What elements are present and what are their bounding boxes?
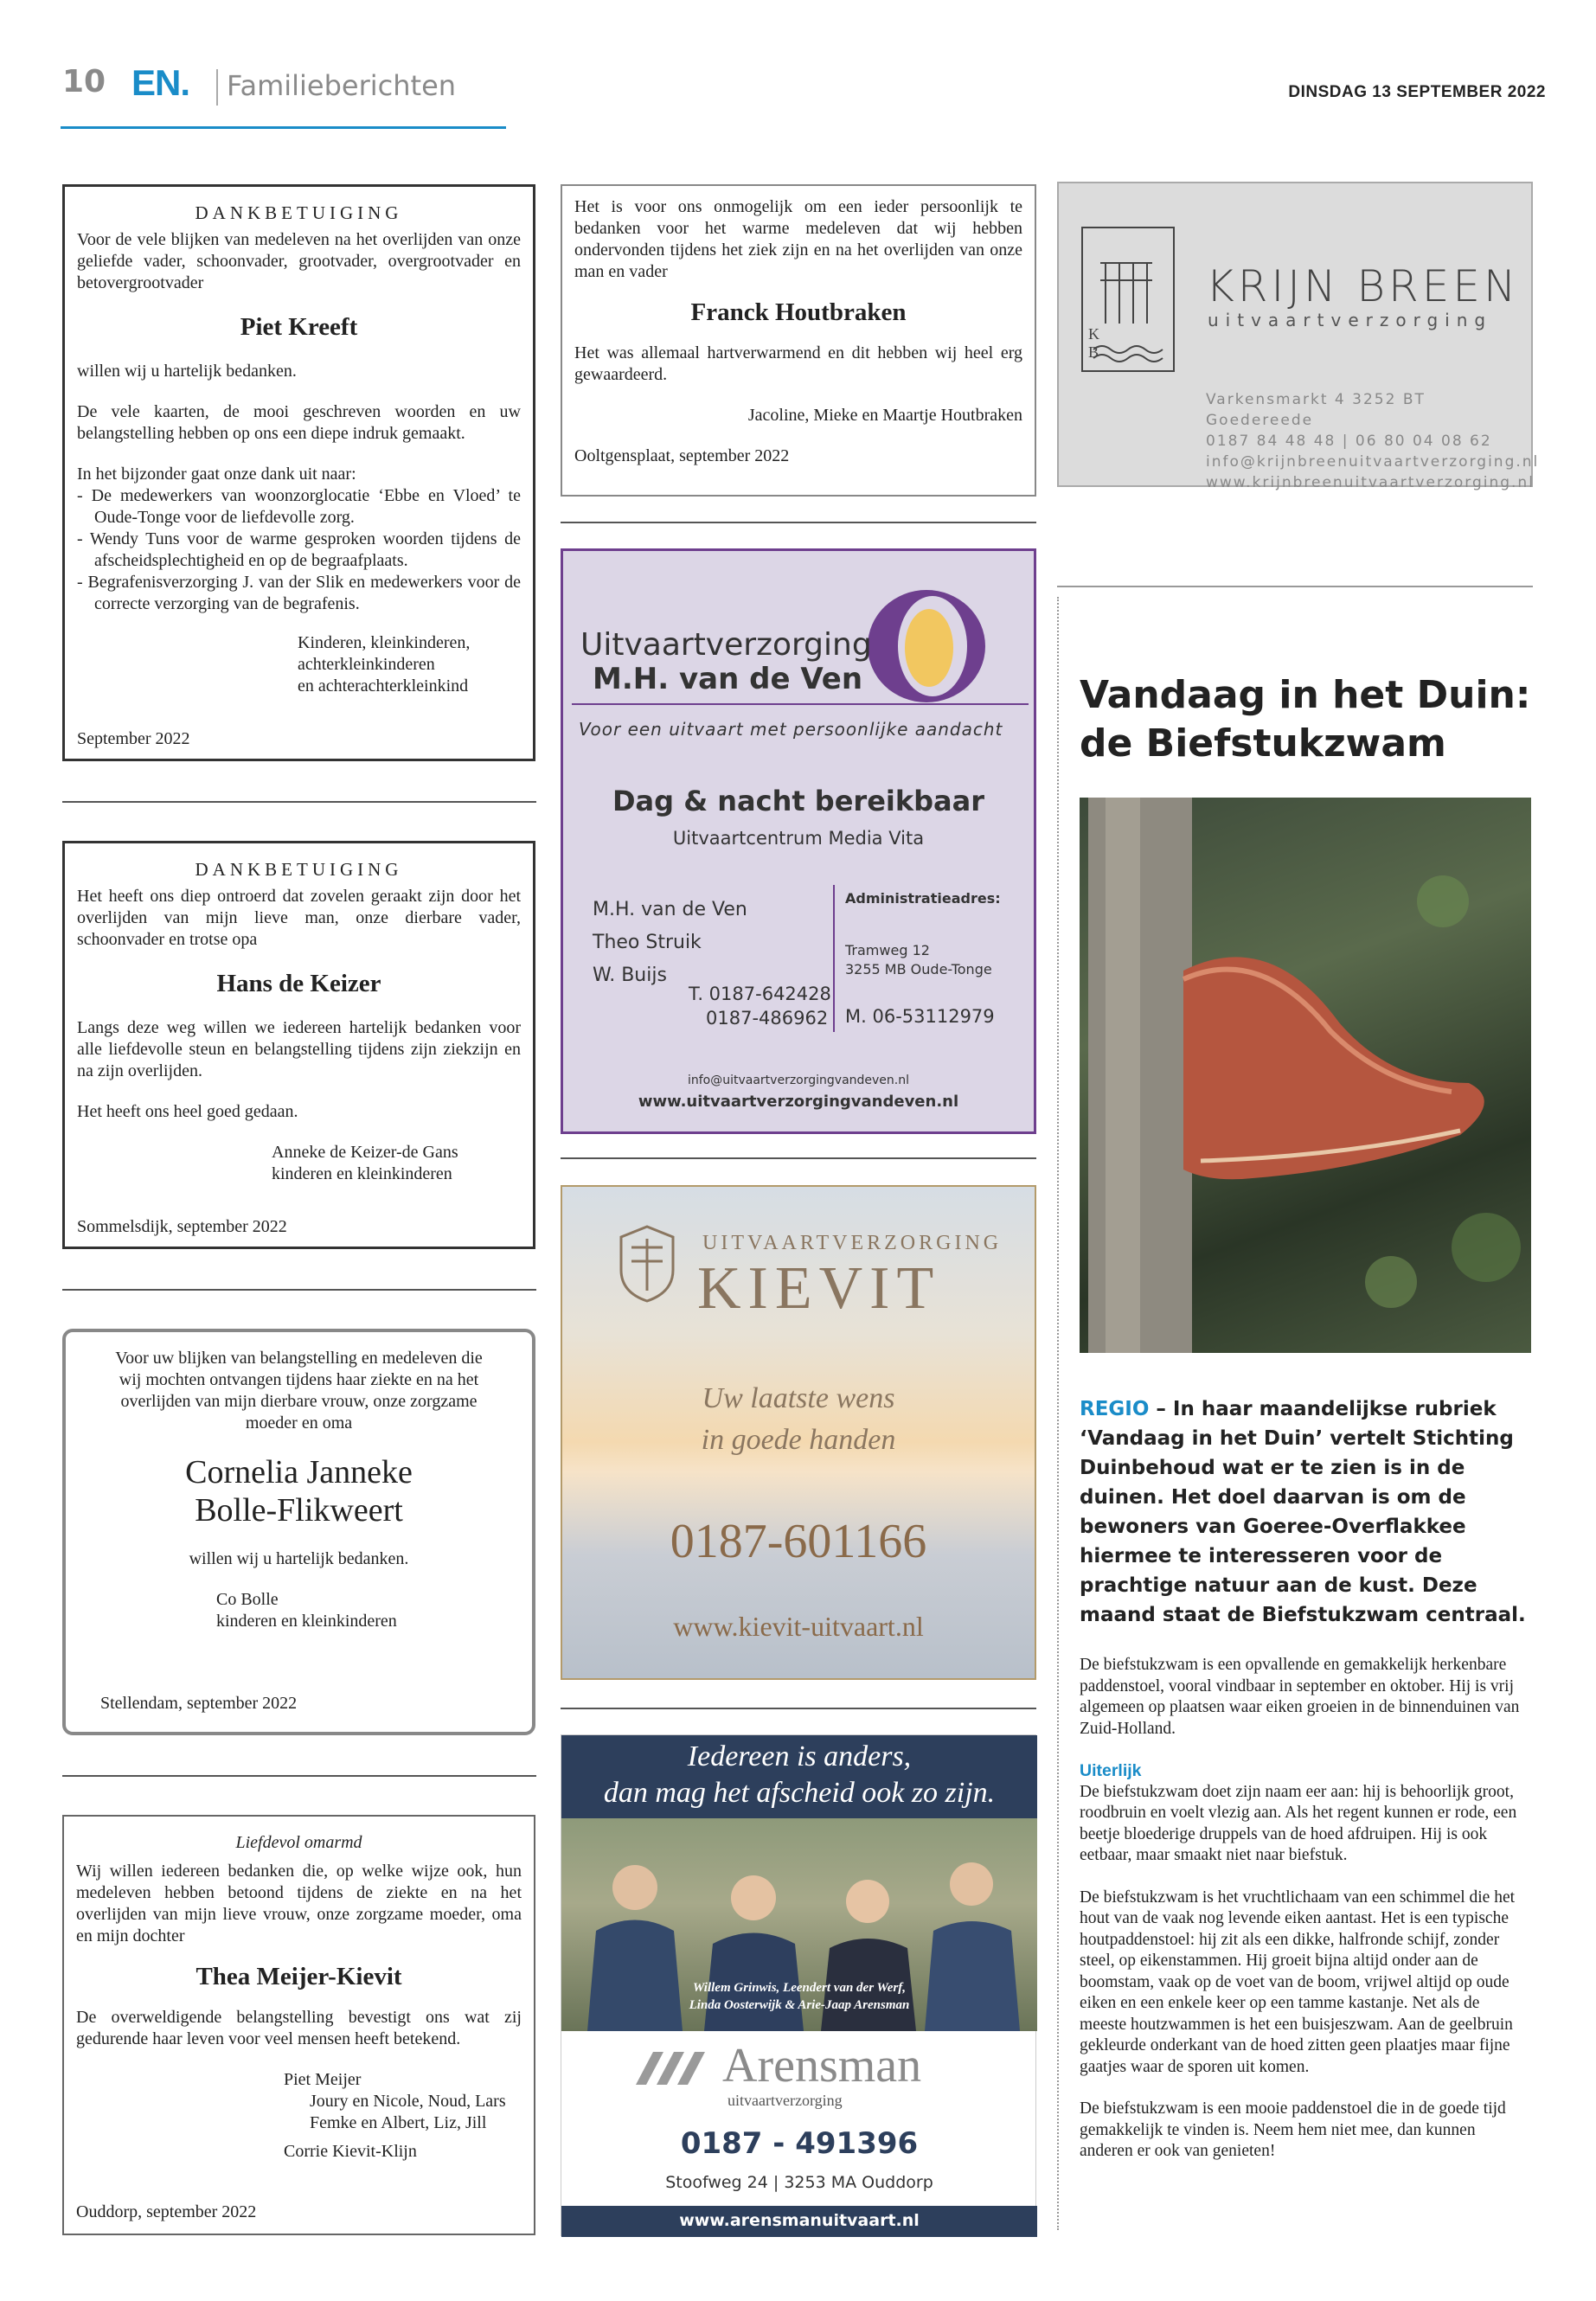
ad-brand-sub: uitvaartverzorging (1208, 310, 1493, 330)
ad-tagline: Voor een uitvaart met persoonlijke aandacht (579, 719, 1003, 740)
deceased-name-line2: Bolle-Flikweert (195, 1492, 403, 1529)
signature-line: Jacoline, Mieke en Maartje Houtbraken (747, 406, 1022, 425)
ad-headline: Dag & nacht bereikbaar (612, 785, 985, 817)
notice-intro: Het is voor ons onmogelijk om een ieder persoonlijk te bedanken voor het warme medeleven dat wij hebben ondervonden tijdens het ziek zijn en na het overlijden van onze man en vader (574, 197, 1022, 281)
notice-piet-kreeft (62, 184, 535, 761)
ad-contact-name: W. Buijs (593, 965, 667, 986)
article-subhead: Uiterlijk (1080, 1761, 1142, 1780)
ad-arensman[interactable] (561, 1734, 1036, 2236)
notice-footer: Ooltgensplaat, september 2022 (574, 446, 790, 465)
ad-admin-street: Tramweg 12 (845, 942, 930, 958)
article-title-line1: Vandaag in het Duin: (1080, 673, 1531, 717)
signature-line: Piet Meijer (284, 2070, 362, 2089)
ad-title-name: M.H. van de Ven (593, 662, 863, 696)
divider (561, 1157, 1036, 1159)
notice-text: Het was allemaal hartverwarmend en dit hebben wij heel erg gewaardeerd. (574, 343, 1022, 384)
column-divider (1057, 597, 1059, 2230)
article-photo (1080, 798, 1531, 1353)
signature-line: Corrie Kievit-Klijn (284, 2142, 417, 2161)
ad-divider (572, 703, 1029, 705)
ad-admin-label: Administratieadres: (845, 890, 1001, 907)
notice-heading: DANKBETUIGING (195, 202, 403, 223)
ad-phone[interactable]: T. 0187-642428 (689, 984, 831, 1004)
ad-phone[interactable]: 0187-486962 (706, 1008, 829, 1029)
ad-mobile[interactable]: M. 06-53112979 (845, 1006, 995, 1027)
divider (62, 1775, 536, 1777)
ad-phone[interactable]: 0187-601166 (670, 1515, 927, 1568)
arensman-logo-icon (634, 2048, 717, 2086)
signature-line: kinderen en kleinkinderen (216, 1612, 397, 1631)
notice-thea-meijer-kievit (62, 1815, 535, 2235)
signature-line: achterkleinkinderen (298, 655, 435, 674)
article-body (1080, 1655, 1529, 2163)
ad-email[interactable]: info@krijnbreenuitvaartverzorging.nl (1206, 453, 1540, 471)
ad-phones[interactable]: 0187 84 48 48 | 06 80 04 08 62 (1206, 433, 1492, 450)
divider (561, 1708, 1036, 1709)
article-paragraph: De biefstukzwam doet zijn naam eer aan: hij is behoorlijk groot, roodbruin en voelt vlezig aan. Als het regent kunnen er rode, een beetje bloederige druppels van de hoed afdruipen. Hij is ook eetbaar, maar smaakt niet naar biefstuk. (1080, 1782, 1517, 1864)
notice-footer: Ouddorp, september 2022 (76, 2202, 257, 2221)
header-divider (216, 69, 218, 106)
ad-subheadline: Uitvaartcentrum Media Vita (672, 828, 925, 849)
article-paragraph: De biefstukzwam is het vruchtlichaam van een schimmel die het hout van de vaak nog levende eiken aantast. Het is een typische houtpaddenstoel: hij zit als een dikke, halfronde schijf, zonder steel, op eikenstammen. Hij groeit bijna altijd onder aan de boomstam, vaak op de voet van de boom, vrijwel altijd op oude eiken en een enkele keer op een tamme kastanje. Net als de meeste houtzwammen is het een buisjeszwam. Aan de geelbruin gekleurde onderkant van de hoed zitten geen plaatjes maar fijne gaatjes waar de sporen uit komen. (1080, 1888, 1516, 2076)
ad-kievit[interactable] (561, 1185, 1036, 1680)
ad-address: Stoofweg 24 | 3253 MA Ouddorp (665, 2173, 933, 2192)
article-title-line2: de Biefstukzwam (1080, 721, 1446, 766)
ad-contact-name: Theo Struik (593, 932, 702, 953)
ad-website[interactable]: www.arensmanuitvaart.nl (679, 2211, 920, 2230)
notice-intro: Voor de vele blijken van medeleven na het overlijden van onze geliefde vader, schoonvader, grootvader, overgrootvader en betovergrootvader (77, 230, 521, 292)
notice-text: willen wij u hartelijk bedanken. (189, 1549, 409, 1568)
notice-heading: DANKBETUIGING (195, 859, 403, 880)
article-paragraph: De biefstukzwam is een opvallende en gemakkelijk herkenbare paddenstoel, vooral vindbaar in september en oktober. Hij is vrij algemeen op plaatsen waar eiken groeien in de binnenduinen van Zuid-Holland. (1080, 1656, 1520, 1738)
article-title (1080, 671, 1530, 768)
deceased-name: Piet Kreeft (240, 313, 358, 341)
ad-email[interactable]: info@uitvaartverzorgingvandeven.nl (687, 1074, 910, 1087)
divider (1057, 586, 1533, 587)
ad-phone[interactable]: 0187 - 491396 (680, 2126, 919, 2161)
signature-line: kinderen en kleinkinderen (272, 1164, 452, 1183)
photo-caption: Willem Grinwis, Leendert van der Werf, (693, 1981, 906, 1995)
newspaper-logo[interactable]: EN. (131, 62, 190, 103)
notice-hans-de-keizer (62, 841, 535, 1249)
notice-text: willen wij u hartelijk bedanken. (77, 362, 297, 381)
ad-website[interactable]: www.uitvaartverzorgingvandeven.nl (638, 1093, 959, 1111)
deceased-name: Franck Houtbraken (690, 298, 907, 326)
lead-text: – In haar maandelijkse rubriek ‘Vandaag in het Duin’ vertelt Stichting Duinbehoud wat er te zien is in de duinen. Het doel daarvan is om de bewoners van Goeree-Overflakkee hiermee te interesseren voor de prachtige natuur aan de kust. Deze maand staat de Biefstukzwam centraal. (1080, 1398, 1526, 1626)
notice-footer: Stellendam, september 2022 (100, 1694, 298, 1713)
divider (62, 801, 536, 803)
ad-admin-city: 3255 MB Oude-Tonge (845, 961, 992, 977)
notice-footer: Sommelsdijk, september 2022 (77, 1217, 287, 1236)
ad-brand-sub: uitvaartverzorging (727, 2092, 843, 2109)
divider (561, 522, 1036, 523)
notice-franck-houtbraken (561, 184, 1036, 497)
header-underline (61, 126, 506, 129)
ad-divider (833, 885, 835, 1032)
signature-line: en achterachterkleinkind (298, 676, 469, 695)
notice-cornelia-bolle (62, 1329, 535, 1735)
deceased-name: Hans de Keizer (216, 970, 381, 997)
issue-date: DINSDAG 13 SEPTEMBER 2022 (1288, 83, 1546, 101)
notice-intro: Wij willen iedereen bedanken die, op welke wijze ook, hun medeleven hebben betoond tijdens de ziekte en na het overlijden van mijn lieve vrouw, onze zorgzame moeder, oma en mijn dochter (76, 1862, 522, 1945)
ad-brand-name: Arensman (722, 2039, 922, 2093)
notice-intro: Voor uw blijken van belangstelling en medeleven die wij mochten ontvangen tijdens haar ziekte en na het overlijden van mijn dierbare vrouw, onze zorgzame moeder en oma (115, 1349, 483, 1433)
notice-footer: September 2022 (77, 729, 190, 748)
page-number: 10 (62, 64, 106, 99)
ad-banner-text: dan mag het afscheid ook zo zijn. (603, 1777, 996, 1809)
article-lead (1080, 1394, 1529, 1630)
notice-intro: Het heeft ons diep ontroerd dat zovelen geraakt zijn door het overlijden van mijn lieve man, onze dierbare vader, schoonvader en trotse opa (77, 887, 521, 949)
kievit-crest-icon (614, 1221, 680, 1304)
ad-website[interactable]: www.kievit-uitvaart.nl (673, 1611, 924, 1642)
ad-krijnbreen[interactable] (1057, 182, 1540, 491)
ad-website[interactable]: www.krijnbreenuitvaartverzorging.nl (1206, 474, 1535, 491)
notice-bullet: - De medewerkers van woonzorglocatie ‘Ebbe en Vloed’ te Oude-Tonge voor de liefdevolle zorg. (77, 486, 521, 527)
deceased-name: Thea Meijer-Kievit (195, 1963, 402, 1990)
divider (62, 1289, 536, 1291)
ad-slogan: Uw laatste wens (702, 1382, 895, 1414)
deceased-name-line1: Cornelia Janneke (185, 1454, 413, 1490)
notice-bullet: - Begrafenisverzorging J. van der Slik en medewerkers voor de correcte verzorging van de begrafenis. (77, 573, 521, 613)
ad-brand-top: UITVAARTVERZORGING (702, 1232, 1003, 1254)
beefsteak-fungus-image (1080, 798, 1531, 1353)
signature-line: Co Bolle (216, 1590, 279, 1609)
notice-text: In het bijzonder gaat onze dank uit naar: (77, 465, 356, 484)
notice-bullet: - Wendy Tuns voor de warme gesproken woorden tijdens de afscheidsplechtigheid en op de begraafplaats. (77, 529, 521, 570)
signature-line: Kinderen, kleinkinderen, (298, 633, 471, 652)
ad-title: Uitvaartverzorging (580, 627, 872, 663)
ad-brand-name: KRIJN BREEN (1206, 261, 1520, 311)
vandeven-logo-icon (862, 586, 991, 707)
notice-text: Het heeft ons heel goed gedaan. (77, 1102, 298, 1121)
signature-line: Femke en Albert, Liz, Jill (310, 2113, 487, 2132)
krijnbreen-monogram (1081, 227, 1175, 372)
signature-line: Joury en Nicole, Noud, Lars (310, 2092, 506, 2111)
ad-slogan: in goede handen (701, 1424, 896, 1456)
notice-text: De vele kaarten, de mooi geschreven woorden en uw belangstelling hebben op ons een diepe indruk gemaakt. (77, 402, 521, 443)
article-paragraph: De biefstukzwam is een mooie paddenstoel die in de goede tijd gemakkelijk te vinden is. Neem hem niet mee, dan kunnen anderen er ook van genieten! (1080, 2099, 1506, 2160)
ad-vandeven[interactable] (561, 548, 1036, 1134)
lead-location: REGIO (1080, 1398, 1150, 1420)
ad-contact-name: M.H. van de Ven (593, 899, 747, 920)
monogram-letters: K B (1088, 325, 1134, 361)
notice-text: Langs deze weg willen we iedereen hartelijk bedanken voor alle liefdevolle steun en belangstelling tijdens zijn ziekzijn en na zijn overlijden. (77, 1018, 521, 1080)
ad-banner-text: Iedereen is anders, (687, 1740, 912, 1772)
photo-caption: Linda Oosterwijk & Arie-Jaap Arensman (689, 1998, 910, 2012)
signature-line: Anneke de Keizer-de Gans (272, 1143, 458, 1162)
ad-address: Varkensmarkt 4 3252 BT Goedereede (1206, 391, 1426, 429)
notice-heading: Liefdevol omarmd (235, 1833, 362, 1852)
ad-brand-name: KIEVIT (697, 1255, 941, 1322)
section-title: Familieberichten (227, 69, 457, 102)
notice-text: De overweldigende belangstelling bevestigt ons wat zij gedurende haar leven voor veel mensen heeft betekend. (76, 2008, 522, 2048)
